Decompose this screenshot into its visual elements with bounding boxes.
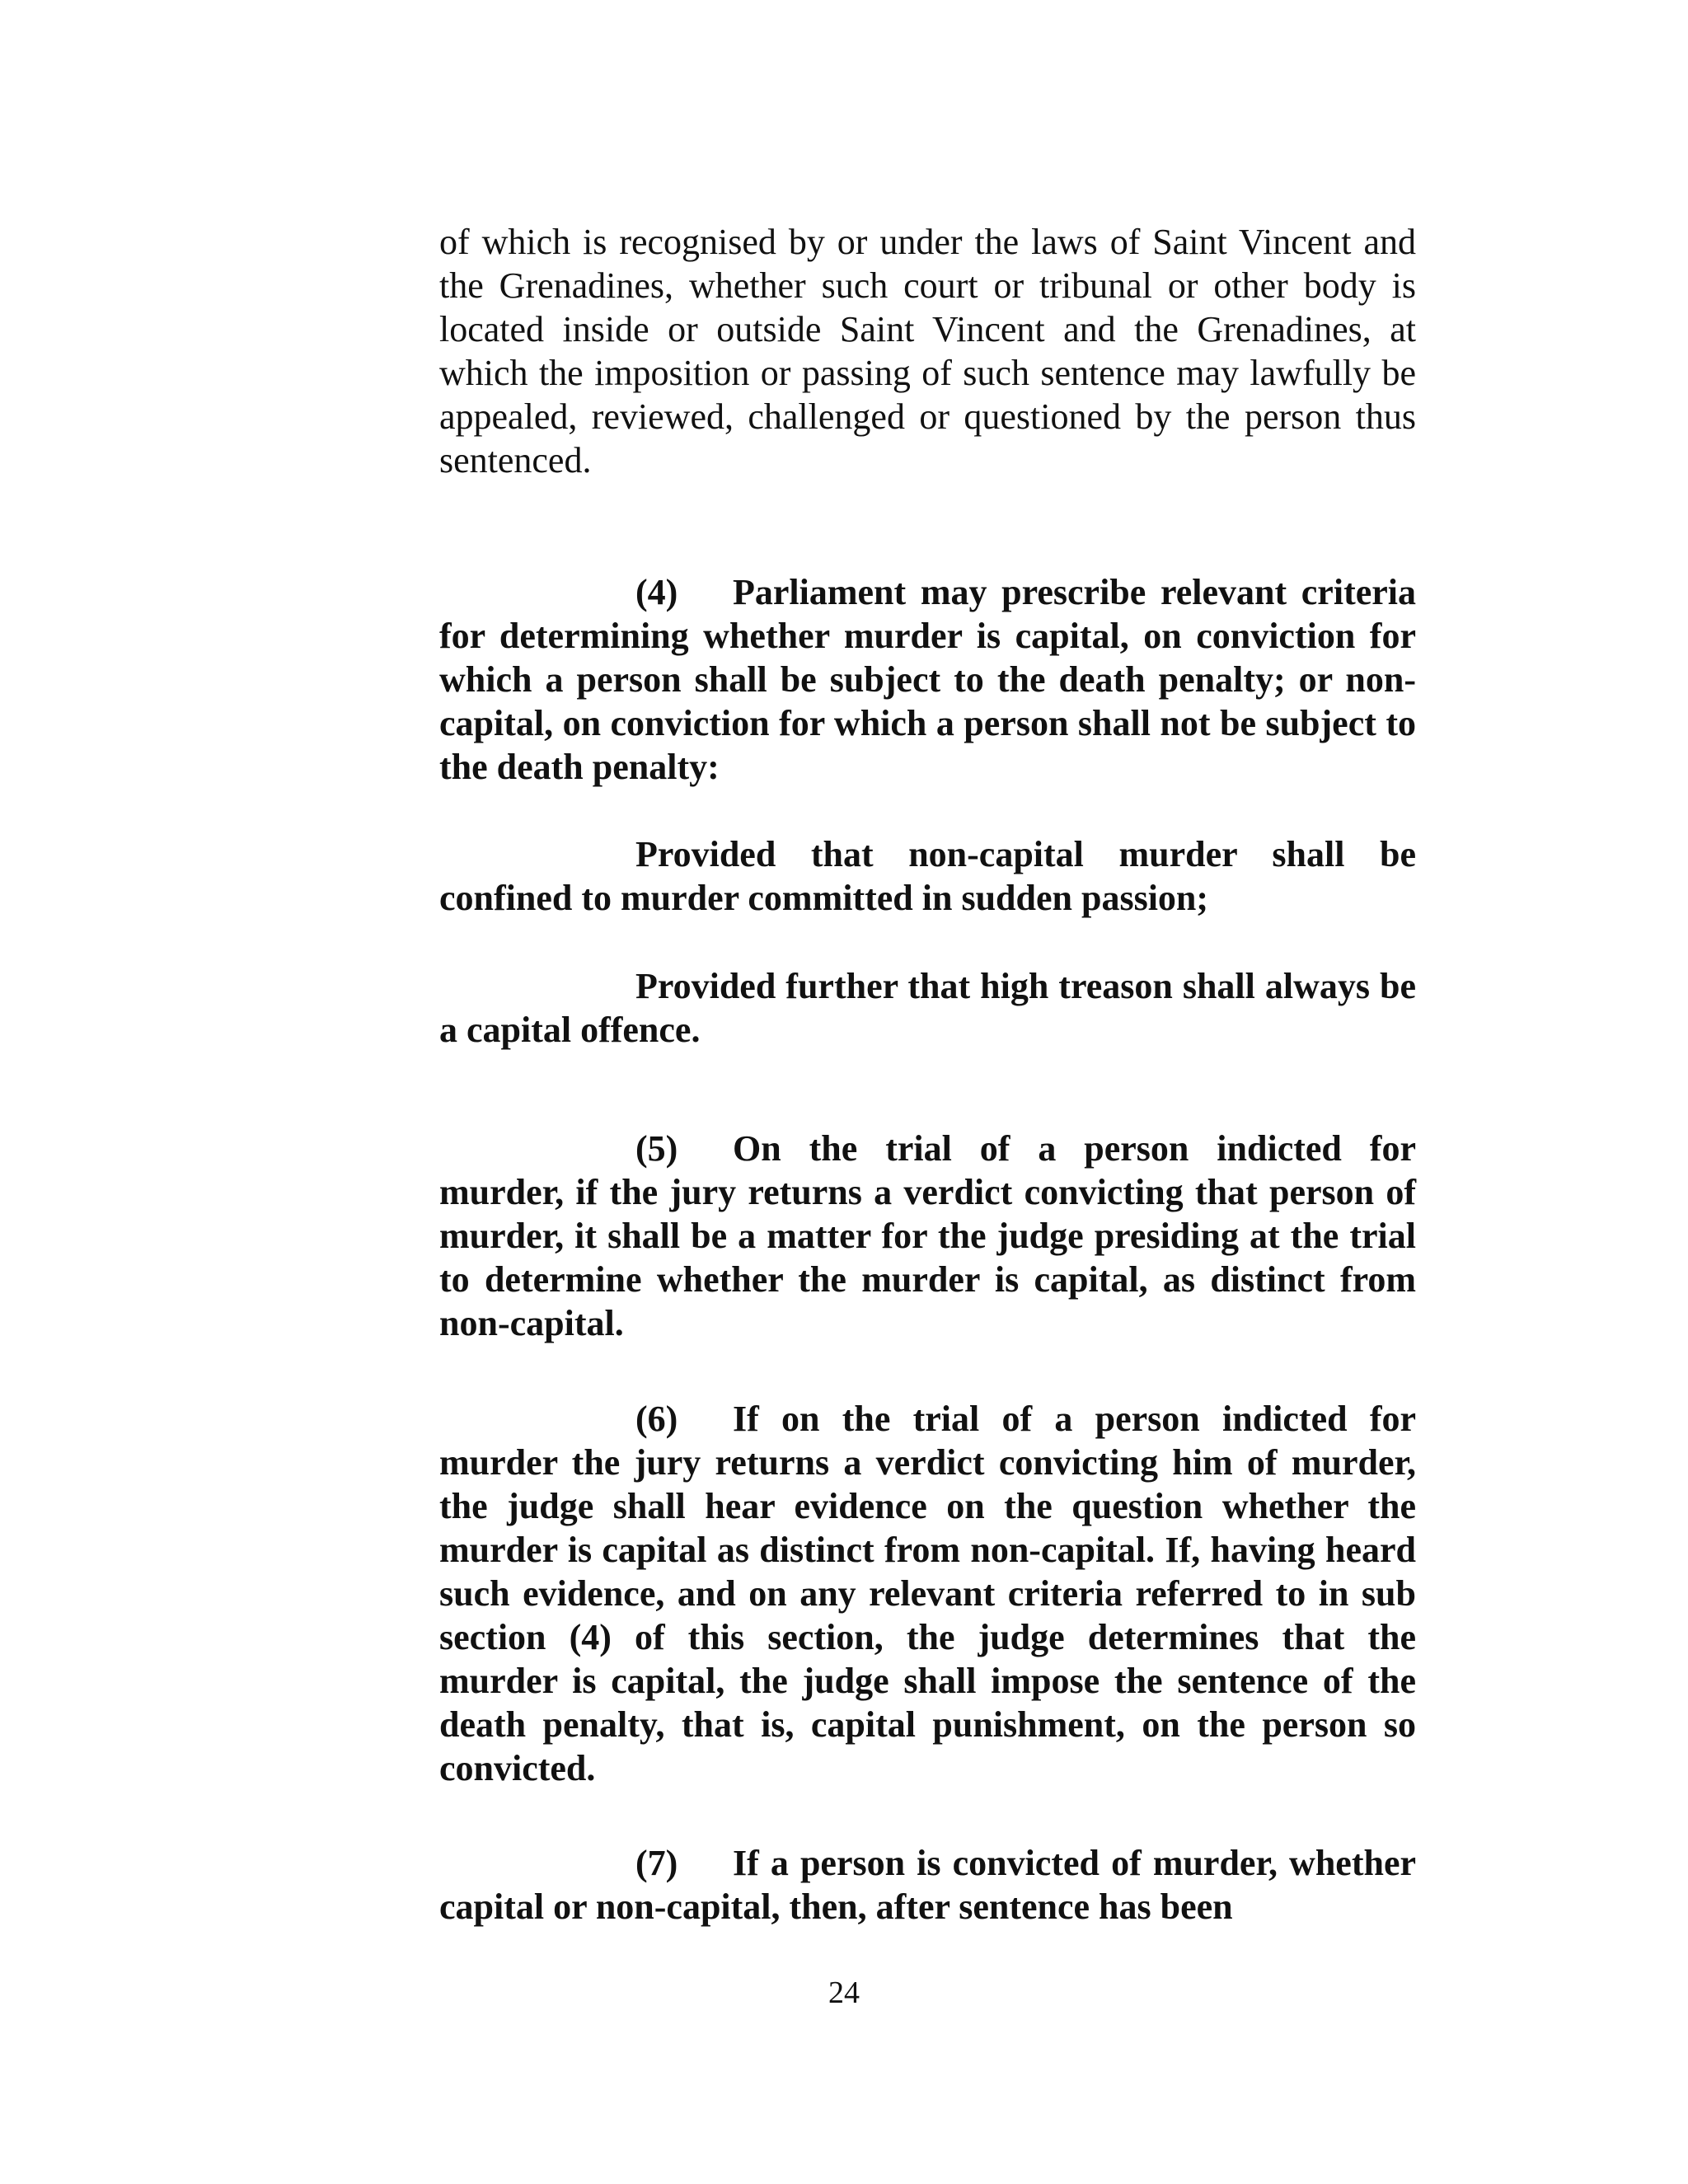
subsection-4 <box>439 570 1416 789</box>
proviso-2 <box>439 964 1416 1052</box>
subsection-6-text: If on the trial of a person indicted for murder the jury returns a verdict convicting him of murder, the judge shall hear evidence on the question whether the murder is capital as distinct from non-capital. If, having heard such evidence, and on any relevant criteria referred to in sub section (4) of this section, the judge determines that the murder is capital, the judge shall impose the sentence of the death penalty, that is, capital punishment, on the person so convicted. <box>439 1399 1416 1788</box>
subsection-5-text: On the trial of a person indicted for murder, if the jury returns a verdict convicting that person of murder, it shall be a matter for the judge presiding at the trial to determine whether the murder is capital, as distinct from non-capital. <box>439 1128 1416 1343</box>
subsection-5 <box>439 1127 1416 1345</box>
subsection-7-number: (7) <box>635 1843 678 1883</box>
subsection-7 <box>439 1841 1416 1929</box>
intro-paragraph <box>439 220 1416 482</box>
proviso-1 <box>439 832 1416 920</box>
subsection-7-text: If a person is convicted of murder, whether capital or non-capital, then, after sentence has been <box>439 1843 1416 1927</box>
page-number: 24 <box>828 1975 860 2010</box>
subsection-4-text: Parliament may prescribe relevant criteria for determining whether murder is capital, on conviction for which a person shall be subject to the death penalty; or non-capital, on conviction for which a person shall not be subject to the death penalty: <box>439 572 1416 787</box>
subsection-6 <box>439 1397 1416 1790</box>
subsection-5-number: (5) <box>635 1128 678 1169</box>
subsection-4-number: (4) <box>635 572 678 612</box>
intro-text: of which is recognised by or under the laws of Saint Vincent and the Grenadines, whether such court or tribunal or other body is located inside or outside Saint Vincent and the Grenadines, at which the imposition or passing of such sentence may lawfully be appealed, reviewed, challenged or questioned by the person thus sentenced. <box>439 222 1416 480</box>
proviso-2-text: Provided further that high treason shall always be a capital offence. <box>439 966 1416 1050</box>
subsection-6-number: (6) <box>635 1399 678 1439</box>
proviso-1-text: Provided that non-capital murder shall be confined to murder committed in sudden passion; <box>439 834 1416 918</box>
